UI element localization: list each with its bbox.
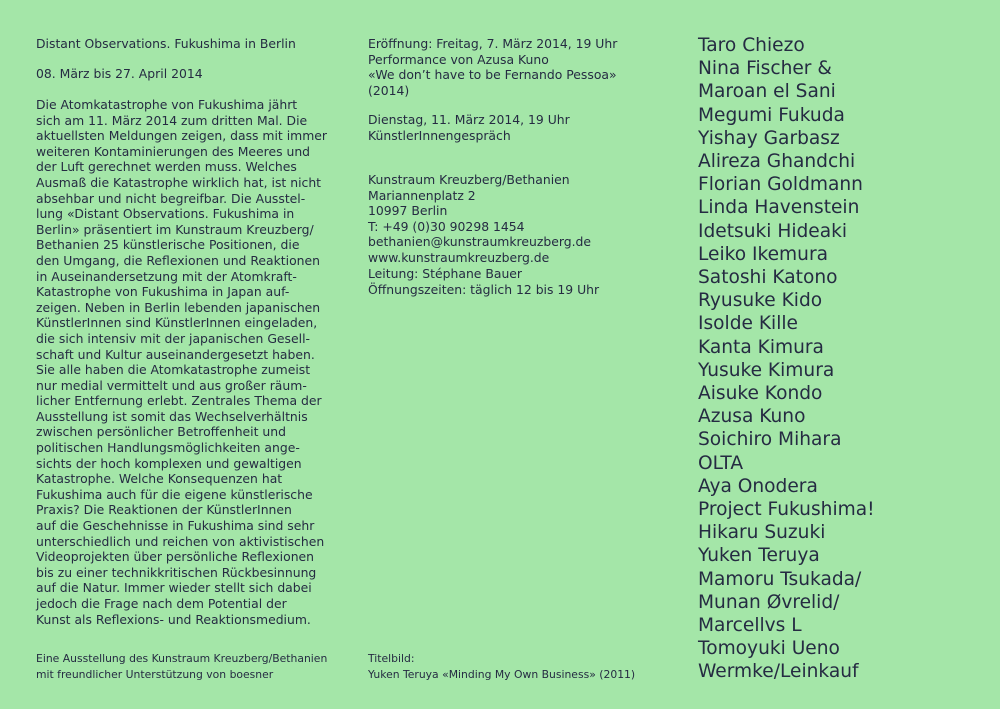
description-line: Ausmaß die Katastrophe wirklich hat, ist nicht (36, 174, 322, 190)
artist-name: Kanta Kimura (698, 336, 824, 358)
artist-name: Wermke/Leinkauf (698, 661, 859, 683)
description-line: nur medial vermittelt und aus großer räum- (36, 377, 307, 393)
exhibition-dates: 08. März bis 27. April 2014 (36, 66, 203, 81)
description-line: Fukushima auch für die eigene künstlerische (36, 486, 313, 502)
description-line: den Umgang, die Reflexionen und Reaktionen (36, 252, 321, 268)
artist-name: Yuken Teruya (698, 545, 820, 567)
description-line: Kunst als Reflexions- und Reaktionsmedium. (36, 611, 311, 627)
opening-line: Eröffnung: Freitag, 7. März 2014, 19 Uhr (368, 36, 618, 51)
artist-list (698, 34, 875, 684)
artist-name: Alireza Ghandchi (698, 151, 856, 173)
talk-line: Dienstag, 11. März 2014, 19 Uhr (368, 112, 570, 127)
artist-name: Leiko Ikemura (698, 243, 828, 265)
description-line: lung «Distant Observations. Fukushima in (36, 206, 295, 222)
exhibition-title: Distant Observations. Fukushima in Berlin (36, 36, 296, 51)
artist-name: Aisuke Kondo (698, 383, 823, 405)
opening-info (368, 36, 617, 98)
description-line: zwischen persönlicher Betroffenheit und (36, 424, 286, 440)
cover-label: Titelbild: (368, 652, 415, 665)
opening-line: «We don’t have to be Fernando Pessoa» (368, 67, 617, 83)
description-line: Videoprojekten über persönliche Reflexionen (36, 549, 315, 565)
cover-credit: Yuken Teruya «Minding My Own Business» (2011) (368, 667, 636, 681)
credits-line: Eine Ausstellung des Kunstraum Kreuzberg/Bethanien (36, 652, 328, 665)
venue-line: Leitung: Stéphane Bauer (368, 265, 523, 281)
artist-name: Yishay Garbasz (698, 127, 840, 149)
opening-line: (2014) (368, 82, 410, 98)
artist-name: OLTA (698, 452, 744, 474)
artist-name: Linda Havenstein (698, 197, 860, 219)
venue-line: 10997 Berlin (368, 203, 448, 219)
description-line: absehbar und nicht begreifbar. Die Ausstel- (36, 190, 306, 206)
description-line: jedoch die Frage nach dem Potential der (36, 596, 287, 611)
artist-name: Soichiro Mihara (698, 429, 842, 451)
venue-address (368, 172, 591, 281)
description-line: Die Atomkatastrophe von Fukushima jährt (36, 97, 298, 112)
description-line: Sie alle haben die Atomkatastrophe zumeist (36, 362, 311, 378)
artist-name: Aya Onodera (698, 475, 818, 497)
description-line: Katastrophe. Welche Konsequenzen hat (36, 471, 283, 487)
description-line: politischen Handlungsmöglichkeiten ange- (36, 440, 300, 456)
talk-line: KünstlerInnengespräch (368, 127, 511, 143)
venue-website: www.kunstraumkreuzberg.de (368, 249, 550, 265)
artist-name: Megumi Fukuda (698, 104, 845, 126)
cover-image-credit (368, 651, 635, 683)
description-line: auf die Natur. Immer wieder stellt sich dabei (36, 580, 312, 596)
artist-name: Idetsuki Hideaki (698, 220, 848, 242)
artist-name: Yusuke Kimura (698, 359, 835, 381)
artist-name: Isolde Kille (698, 313, 798, 335)
organizer-credits (36, 651, 327, 683)
credits-line: mit freundlicher Unterstützung von boesner (36, 667, 274, 681)
description-line: weiteren Kontaminierungen des Meeres und (36, 143, 311, 159)
opening-line: Performance von Azusa Kuno (368, 51, 549, 67)
artist-name: Munan Øvrelid/ (698, 591, 840, 613)
venue-email: bethanien@kunstraumkreuzberg.de (368, 234, 592, 250)
artist-name: Project Fukushima! (698, 499, 875, 521)
description-line: in Auseinandersetzung mit der Atomkraft- (36, 268, 297, 284)
description-line: zeigen. Neben in Berlin lebenden japanischen (36, 299, 321, 315)
description-line: bis zu einer technikkritischen Rückbesinnung (36, 564, 317, 580)
description-line: Berlin» präsentiert im Kunstraum Kreuzberg/ (36, 221, 314, 237)
artist-name: Marcellvs L (698, 615, 802, 637)
artist-name: Taro Chiezo (698, 35, 805, 56)
description-line: auf die Geschehnisse in Fukushima sind sehr (36, 518, 315, 534)
description-line: Bethanien 25 künstlerische Positionen, die (36, 237, 300, 253)
description-line: Praxis? Die Reaktionen der KünstlerInnen (36, 502, 292, 518)
artist-name: Nina Fischer & (698, 58, 832, 80)
artist-name: Florian Goldmann (698, 174, 863, 196)
artist-name: Mamoru Tsukada/ (698, 568, 862, 590)
description-line: der Luft gerechnet werden muss. Welches (36, 159, 297, 175)
artist-name: Ryusuke Kido (698, 290, 823, 312)
venue-line: Mariannenplatz 2 (368, 187, 476, 203)
description-line: die sich intensiv mit der japanischen Gesell- (36, 330, 310, 346)
description-line: sich am 11. März 2014 zum dritten Mal. Die (36, 112, 308, 128)
artist-name: Tomoyuki Ueno (698, 638, 840, 660)
description-line: aktuellsten Meldungen zeigen, dass mit immer (36, 128, 328, 144)
artist-name: Satoshi Katono (698, 267, 838, 289)
description-line: unterschiedlich und reichen von aktivistischen (36, 533, 325, 549)
description-line: Katastrophe von Fukushima in Japan auf- (36, 284, 290, 300)
venue-line: Kunstraum Kreuzberg/Bethanien (368, 172, 570, 187)
opening-hours: Öffnungszeiten: täglich 12 bis 19 Uhr (368, 282, 600, 297)
artist-talk-info (368, 112, 570, 143)
description-line: licher Entfernung erlebt. Zentrales Thema der (36, 393, 322, 409)
description-line: schaft und Kultur auseinandergesetzt haben. (36, 346, 315, 362)
venue-line: T: +49 (0)30 90298 1454 (368, 218, 525, 234)
artist-name: Maroan el Sani (698, 81, 836, 103)
description-line: KünstlerInnen sind KünstlerInnen eingeladen, (36, 315, 318, 331)
description-line: sichts der hoch komplexen und gewaltigen (36, 455, 302, 471)
artist-name: Hikaru Suzuki (698, 522, 826, 544)
artist-name: Azusa Kuno (698, 406, 806, 428)
exhibition-description (36, 97, 328, 627)
description-line: Ausstellung ist somit das Wechselverhältnis (36, 408, 308, 424)
